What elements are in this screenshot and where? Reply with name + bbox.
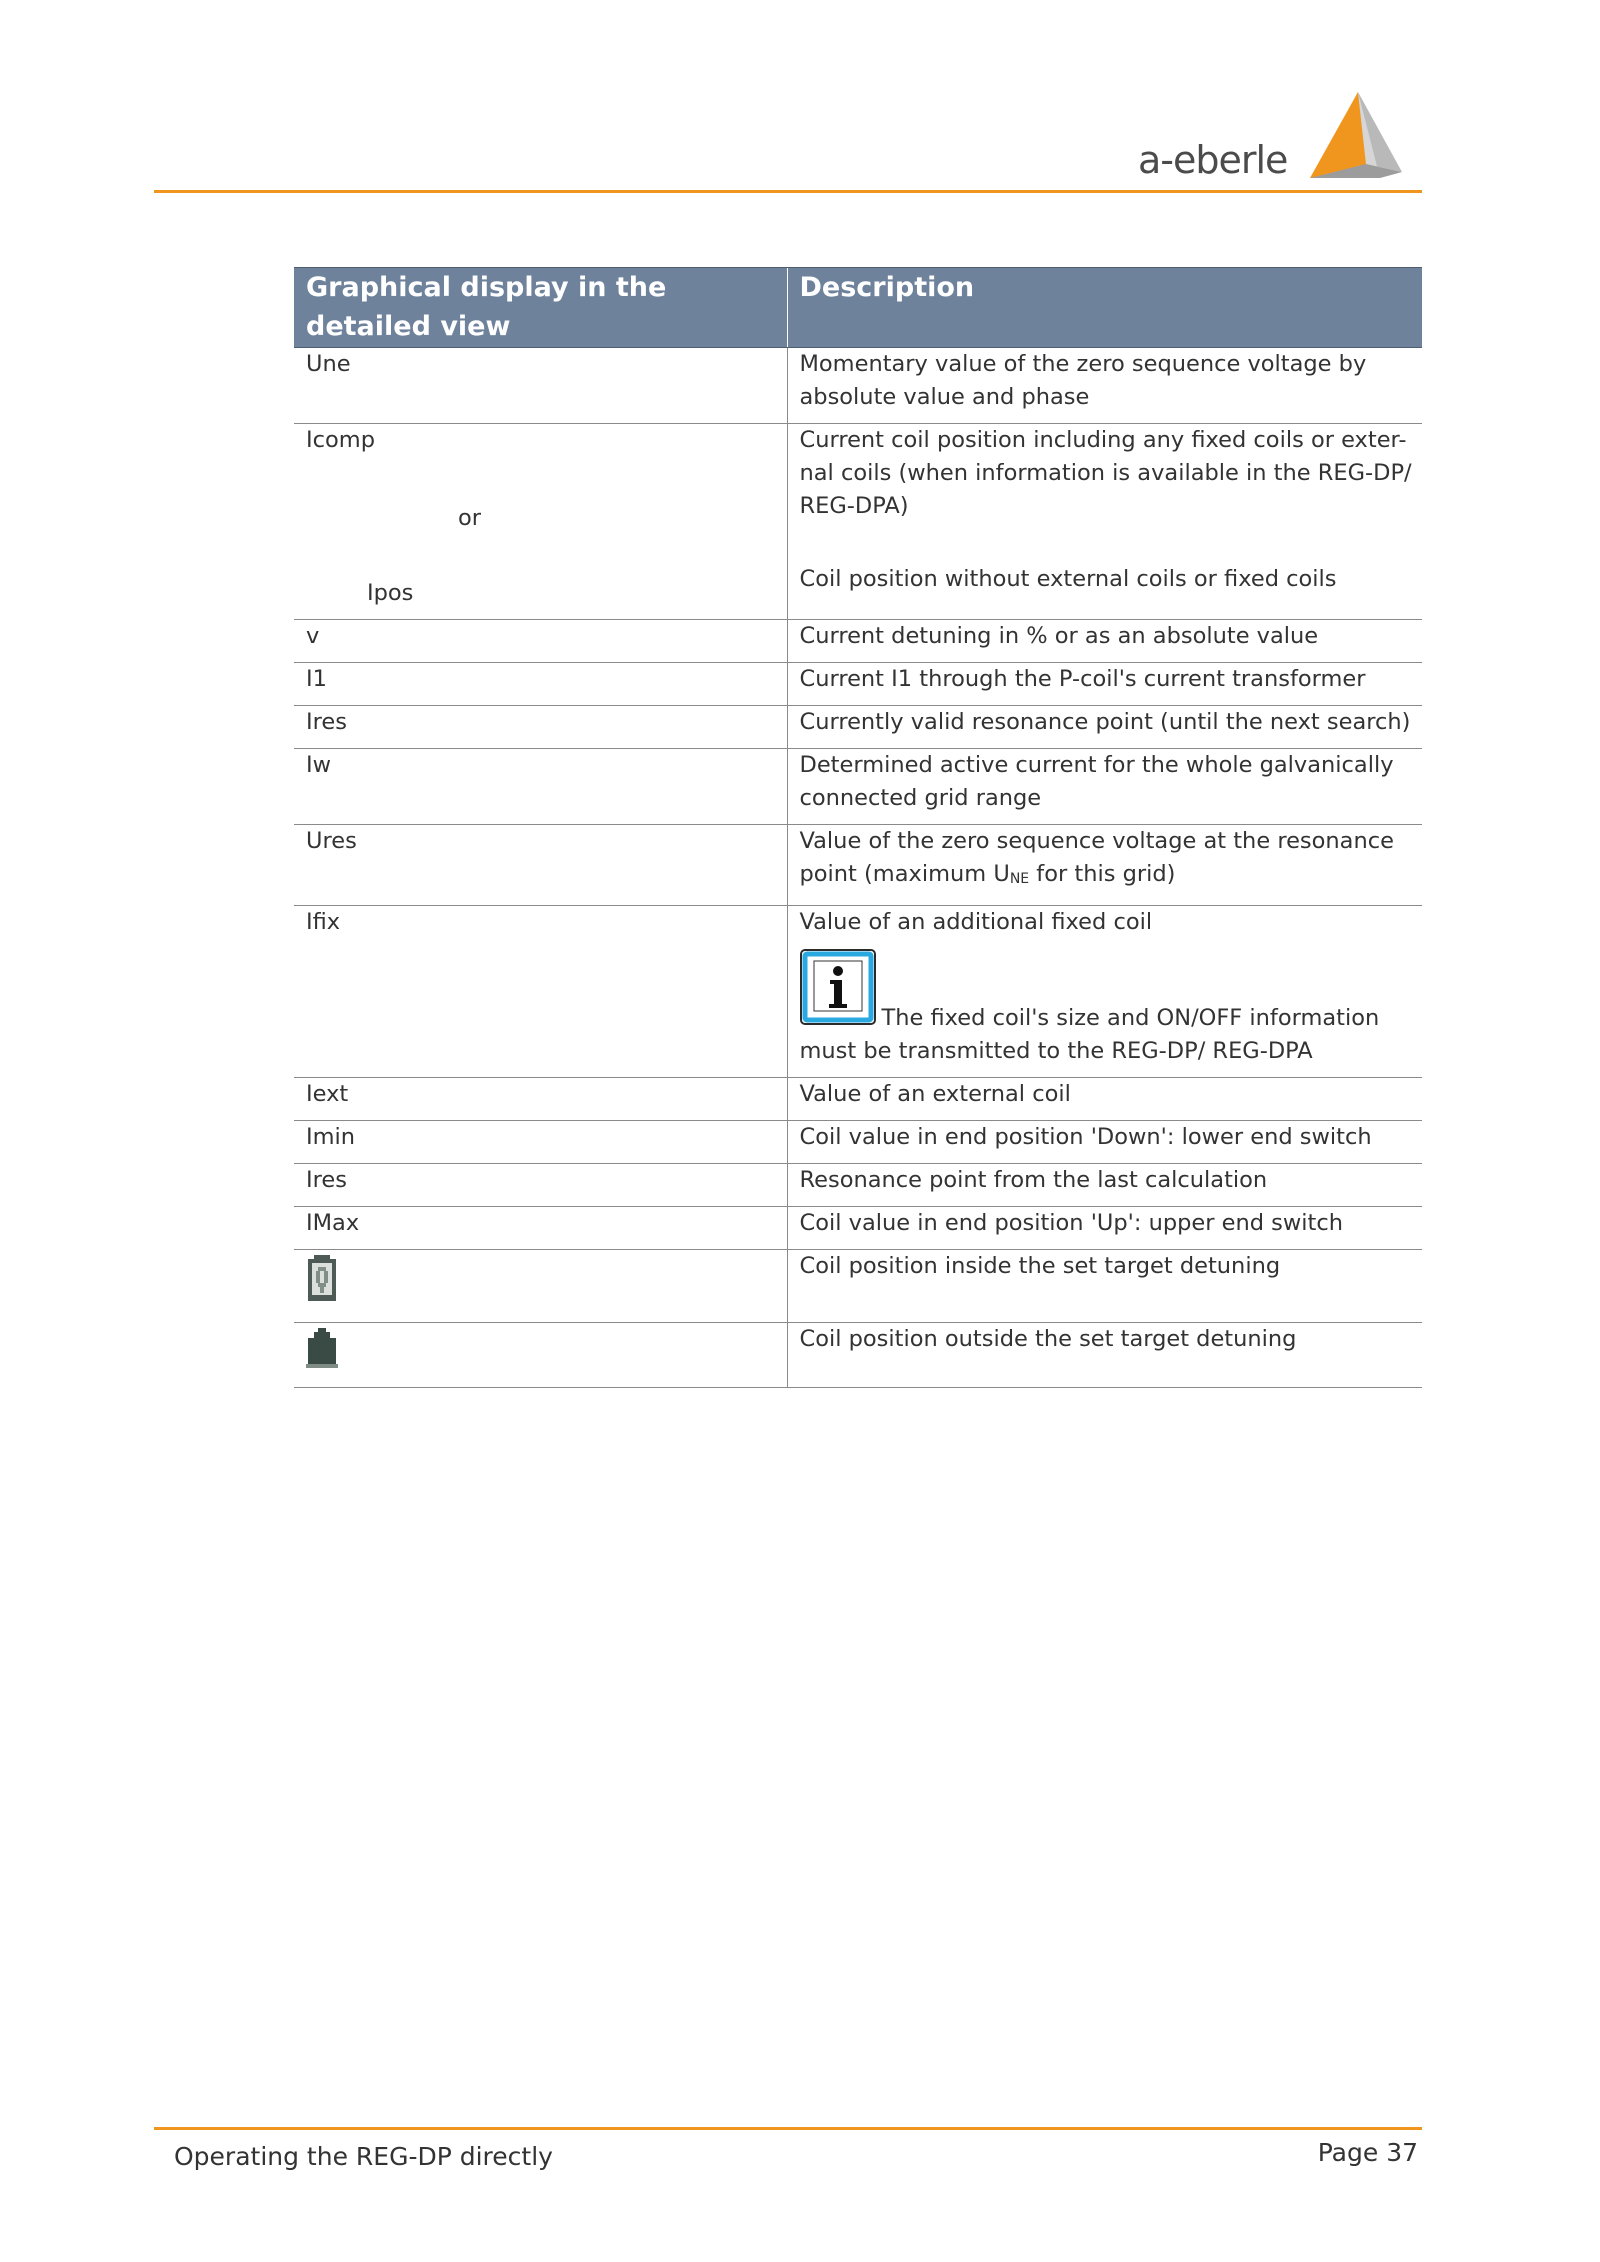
- description-cell: [787, 906, 1422, 1078]
- table-header-row: [294, 268, 1422, 348]
- symbol-cell: Imin: [294, 1121, 787, 1164]
- table-row: [294, 706, 1422, 749]
- symbol-cell: Ifix: [294, 906, 787, 1078]
- description-cell: Momentary value of the zero sequence voltage by absolute value and phase: [787, 348, 1422, 424]
- symbol-cell: [294, 1250, 787, 1323]
- detailed-view-table: [294, 267, 1422, 1388]
- description-cell: [787, 424, 1422, 620]
- symbol-cell: Ires: [294, 706, 787, 749]
- symbol-cell: Iw: [294, 749, 787, 825]
- table-row: [294, 1250, 1422, 1323]
- page-number: Page 37: [1317, 2138, 1418, 2167]
- logo-text: a-eberle: [1138, 138, 1288, 182]
- description-ifix: Value of an additional fixed coil: [799, 909, 1153, 935]
- symbol-cell: I1: [294, 663, 787, 706]
- description-cell: Determined active current for the whole galvanically connected grid range: [787, 749, 1422, 825]
- symbol-cell: Iext: [294, 1078, 787, 1121]
- symbol-cell: [294, 1323, 787, 1388]
- table-row: [294, 825, 1422, 906]
- description-cell: Coil value in end position 'Up': upper end switch: [787, 1207, 1422, 1250]
- symbol-cell: [294, 424, 787, 620]
- footer-rule: [154, 2127, 1422, 2130]
- table-row: [294, 1164, 1422, 1207]
- info-text: The fixed coil's size and ON/OFF information must be transmitted to the REG-DP/ REG-DPA: [799, 1005, 1380, 1064]
- symbol-ipos: Ipos: [367, 580, 414, 606]
- header-description: Description: [787, 268, 1422, 348]
- description-cell: Currently valid resonance point (until the next search): [787, 706, 1422, 749]
- description-cell: Coil position outside the set target detuning: [787, 1323, 1422, 1388]
- description-text: Value of the zero sequence voltage at the resonance point (maximum U: [799, 828, 1394, 887]
- table-row: [294, 906, 1422, 1078]
- symbol-cell: Ures: [294, 825, 787, 906]
- coil-outside-icon: [306, 1328, 338, 1378]
- description-cell: Current detuning in % or as an absolute value: [787, 620, 1422, 663]
- description-cell: Value of an external coil: [787, 1078, 1422, 1121]
- description-cell: Current I1 through the P-coil's current transformer: [787, 663, 1422, 706]
- symbol-icomp: Icomp: [306, 427, 375, 453]
- table-row: [294, 1078, 1422, 1121]
- description-cell: Coil value in end position 'Down': lower end switch: [787, 1121, 1422, 1164]
- table-row: [294, 348, 1422, 424]
- brand-logo: [1138, 86, 1408, 186]
- table-row: [294, 424, 1422, 620]
- table-row: [294, 663, 1422, 706]
- coil-inside-icon: [306, 1255, 338, 1313]
- symbol-cell: IMax: [294, 1207, 787, 1250]
- logo-triangle-icon: [1306, 86, 1406, 178]
- table-row: [294, 749, 1422, 825]
- header-rule: [154, 190, 1422, 193]
- description-ipos: Coil position without external coils or fixed coils: [799, 566, 1337, 592]
- description-cell: Resonance point from the last calculation: [787, 1164, 1422, 1207]
- symbol-cell: Ires: [294, 1164, 787, 1207]
- header-graphical-display: Graphical display in the detailed view: [294, 268, 787, 348]
- table-row: [294, 620, 1422, 663]
- description-icomp: Current coil position including any fixed coils or exter-nal coils (when information is available in the REG-DP/ REG-DPA): [799, 427, 1412, 519]
- description-cell: [787, 825, 1422, 906]
- description-text-end: for this grid): [1029, 861, 1176, 887]
- footer-section-title: Operating the REG-DP directly: [174, 2142, 553, 2171]
- description-cell: Coil position inside the set target detuning: [787, 1250, 1422, 1323]
- symbol-cell: Une: [294, 348, 787, 424]
- table-row: [294, 1323, 1422, 1388]
- symbol-or: or: [458, 505, 482, 531]
- table-row: [294, 1121, 1422, 1164]
- table-row: [294, 1207, 1422, 1250]
- info-icon: [800, 949, 876, 1035]
- une-subscript: NE: [1009, 871, 1030, 887]
- symbol-cell: v: [294, 620, 787, 663]
